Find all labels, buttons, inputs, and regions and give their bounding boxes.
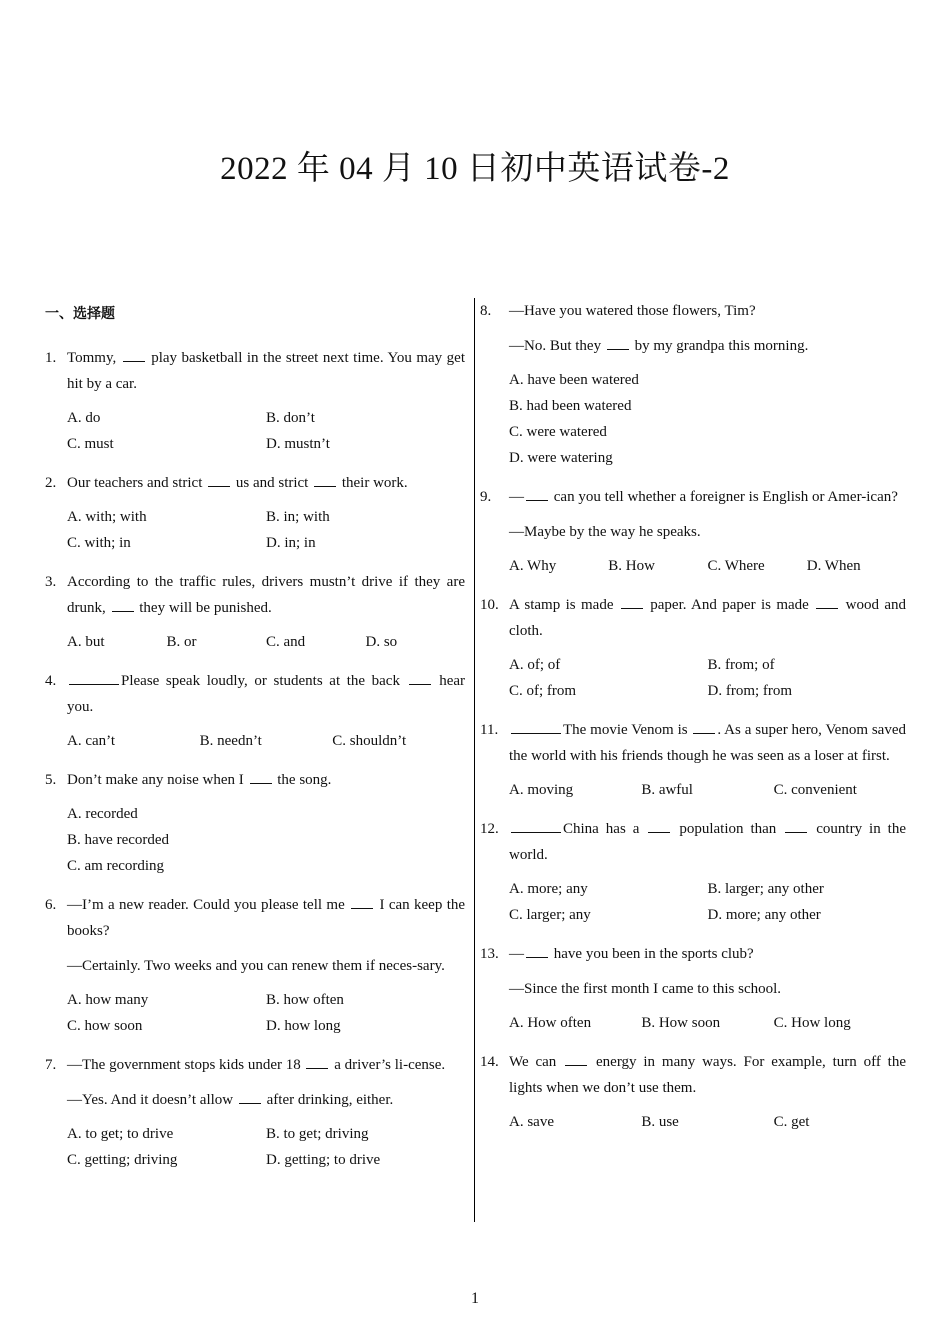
question-number: 13. [480,946,499,962]
option-d[interactable]: D. from; from [707,683,793,699]
answer-blank [208,471,230,487]
question-number: 7. [45,1057,57,1073]
dialogue-line: —Certainly. Two weeks and you can renew them if neces-sary. [67,958,445,974]
options [509,367,906,471]
option-a[interactable]: A. can’t [67,733,116,749]
option-d[interactable]: D. more; any other [707,907,821,923]
option-a[interactable]: A. have been watered [509,372,639,388]
question-stem: China has a population than country in the world. [509,816,906,868]
option-b[interactable]: B. awful [641,782,693,798]
answer-blank [526,942,548,958]
answer-blank [511,817,561,833]
answer-blank [239,1088,261,1104]
answer-blank [112,596,134,612]
answer-blank [123,346,145,362]
question-13 [480,941,906,1036]
left-column [45,298,465,1186]
option-b[interactable]: B. don’t [266,410,315,426]
option-c[interactable]: C. am recording [67,858,165,874]
answer-blank [351,893,373,909]
dialogue-line: —Since the first month I came to this school. [509,981,782,997]
option-a[interactable]: A. of; of [509,657,561,673]
answer-blank [409,669,431,685]
options [509,1109,906,1135]
question-6 [45,892,465,1039]
option-b[interactable]: B. needn’t [199,733,262,749]
question-number: 1. [45,350,57,366]
options [509,777,906,803]
question-number: 2. [45,475,57,491]
answer-blank [607,334,629,350]
dialogue-line: —Yes. And it doesn’t allow after drinking, either. [67,1087,465,1113]
question-number: 3. [45,574,57,590]
option-c[interactable]: C. with; in [67,535,131,551]
option-b[interactable]: B. have recorded [67,832,170,848]
options [67,629,465,655]
answer-blank [693,718,715,734]
option-a[interactable]: A. how many [67,992,149,1008]
question-stem: We can energy in many ways. For example, turn off the lights when we don’t use them. [509,1049,906,1101]
answer-blank [511,718,561,734]
question-number: 11. [480,722,499,738]
answer-blank [785,817,807,833]
option-c[interactable]: C. How long [773,1015,851,1031]
question-stem: — have you been in the sports club? [509,941,906,967]
question-stem: — can you tell whether a foreigner is English or Amer-ican? [509,484,906,510]
dialogue-line: —Maybe by the way he speaks. [509,524,701,540]
question-11 [480,717,906,803]
options [509,553,906,579]
right-column [480,298,906,1148]
option-b[interactable]: B. How [608,558,655,574]
option-a[interactable]: A. How often [509,1015,592,1031]
option-d[interactable]: D. were watering [509,450,613,466]
dialogue-line: —No. But they by my grandpa this morning. [509,333,906,359]
options [509,652,906,704]
option-b[interactable]: B. How soon [641,1015,721,1031]
option-c[interactable]: C. and [266,634,306,650]
answer-blank [526,485,548,501]
question-3 [45,569,465,655]
question-stem: —I’m a new reader. Could you please tell me I can keep the books? [67,892,465,944]
answer-blank [314,471,336,487]
question-stem: Don’t make any noise when I the song. [67,767,465,793]
option-a[interactable]: A. save [509,1114,554,1130]
answer-blank [250,768,272,784]
option-c[interactable]: C. shouldn’t [332,733,407,749]
question-8 [480,298,906,471]
question-number: 6. [45,897,57,913]
option-a[interactable]: A. do [67,410,101,426]
question-1 [45,345,465,457]
question-stem: The movie Venom is . As a super hero, Venom saved the world with his friends though he was seen as a loser at first. [509,717,906,769]
option-b[interactable]: B. larger; any other [707,881,824,897]
exam-title: 2022 年 04 月 10 日初中英语试卷-2 [220,151,730,187]
question-number: 14. [480,1054,499,1070]
option-b[interactable]: B. in; with [266,509,330,525]
option-d[interactable]: D. mustn’t [266,436,330,452]
options [509,876,906,928]
options [67,405,465,457]
column-divider [474,298,475,1222]
option-b[interactable]: B. or [166,634,197,650]
option-d[interactable]: D. so [365,634,398,650]
option-a[interactable]: A. but [67,634,105,650]
option-c[interactable]: C. how soon [67,1018,143,1034]
answer-blank [816,593,838,609]
option-c[interactable]: C. larger; any [509,907,591,923]
question-stem: Please speak loudly, or students at the back hear you. [67,668,465,720]
option-a[interactable]: A. to get; to drive [67,1126,174,1142]
option-a[interactable]: A. recorded [67,806,138,822]
option-c[interactable]: C. get [773,1114,810,1130]
option-c[interactable]: C. were watered [509,424,607,440]
question-number: 10. [480,597,499,613]
question-stem: According to the traffic rules, drivers mustn’t drive if they are drunk, they will be punished. [67,574,465,616]
question-4 [45,668,465,754]
option-b[interactable]: B. from; of [707,657,775,673]
answer-blank [69,669,119,685]
answer-blank [565,1050,587,1066]
option-a[interactable]: A. with; with [67,509,147,525]
option-a[interactable]: A. more; any [509,881,588,897]
option-c[interactable]: C. of; from [509,683,577,699]
question-5 [45,767,465,879]
section-title: 一、选择题 [45,306,115,322]
question-7 [45,1052,465,1173]
question-number: 4. [45,673,57,689]
option-d[interactable]: D. getting; to drive [266,1152,381,1168]
question-stem: Our teachers and strict us and strict their work. [67,470,465,496]
answer-blank [621,593,643,609]
question-number: 8. [480,303,492,319]
option-b[interactable]: B. use [641,1114,679,1130]
option-c[interactable]: C. convenient [773,782,857,798]
option-b[interactable]: B. how often [266,992,344,1008]
option-d[interactable]: D. how long [266,1018,341,1034]
options [67,504,465,556]
option-d[interactable]: D. When [806,558,861,574]
options [67,728,465,754]
options [67,801,465,879]
question-stem: A stamp is made paper. And paper is made wood and cloth. [509,592,906,644]
question-10 [480,592,906,704]
answer-blank [306,1053,328,1069]
option-b[interactable]: B. had been watered [509,398,632,414]
question-stem: Tommy, play basketball in the street next time. You may get hit by a car. [67,345,465,397]
option-a[interactable]: A. moving [509,782,574,798]
question-number: 5. [45,772,57,788]
question-2 [45,470,465,556]
question-9 [480,484,906,579]
question-14 [480,1049,906,1135]
answer-blank [648,817,670,833]
question-number: 9. [480,489,492,505]
question-stem: —Have you watered those flowers, Tim? [509,303,756,319]
option-d[interactable]: D. in; in [266,535,316,551]
option-c[interactable]: C. must [67,436,114,452]
option-c[interactable]: C. getting; driving [67,1152,178,1168]
page-number: 1 [471,1290,479,1307]
option-c[interactable]: C. Where [707,558,765,574]
options [67,987,465,1039]
question-stem: —The government stops kids under 18 a driver’s li-cense. [67,1052,465,1078]
question-number: 12. [480,821,499,837]
options [509,1010,906,1036]
option-b[interactable]: B. to get; driving [266,1126,369,1142]
question-12 [480,816,906,928]
option-a[interactable]: A. Why [509,558,557,574]
options [67,1121,465,1173]
